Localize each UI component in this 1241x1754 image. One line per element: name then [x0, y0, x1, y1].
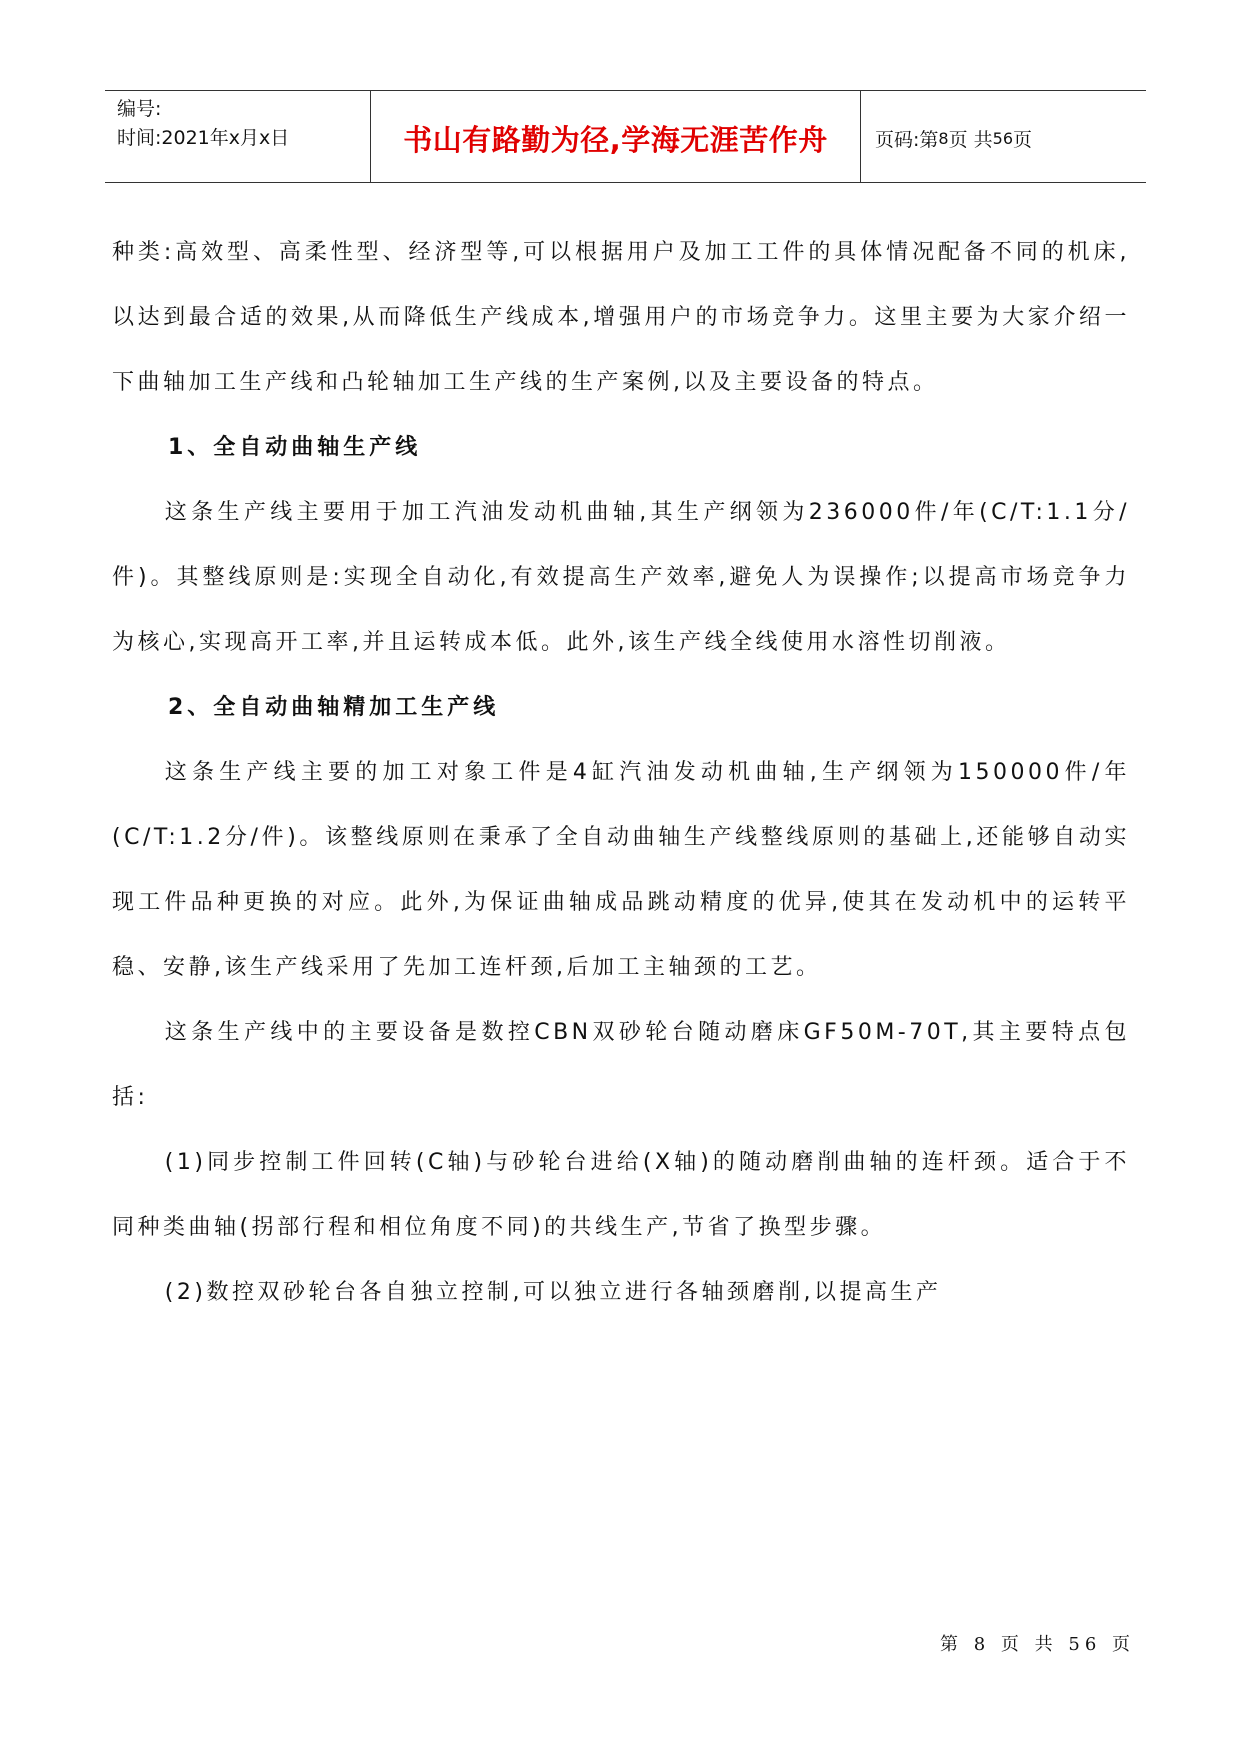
page-total: 56 — [992, 129, 1013, 148]
document-time-label: 时间:2021年x月x日 — [117, 127, 290, 149]
document-number-label: 编号: — [117, 98, 162, 120]
page-footer: 第 8 页 共 56 页 — [940, 1634, 1135, 1655]
page-header — [105, 90, 1146, 183]
paragraph-intro: 种类:高效型、高柔性型、经济型等,可以根据用户及加工工件的具体情况配备不同的机床,以达到最合适的效果,从而降低生产线成本,增强用户的市场竞争力。这里主要为大家介绍一下曲轴加工生产线和凸轮轴加工生产线的生产案例,以及主要设备的特点。 — [112, 240, 1130, 395]
page-middle: 页 共 — [948, 129, 993, 151]
document-body — [112, 220, 1130, 1325]
header-info-cell — [105, 91, 371, 182]
section-heading-1: 1、全自动曲轴生产线 — [168, 435, 422, 460]
paragraph-feature-1: (1)同步控制工件回转(C轴)与砂轮台进给(X轴)的随动磨削曲轴的连杆颈。适合于不同种类曲轴(拐部行程和相位角度不同)的共线生产,节省了换型步骤。 — [112, 1150, 1130, 1240]
page-prefix: 页码:第 — [875, 129, 939, 151]
page-suffix: 页 — [1013, 129, 1033, 151]
paragraph-main-equipment: 这条生产线中的主要设备是数控CBN双砂轮台随动磨床GF50M-70T,其主要特点包括: — [112, 1020, 1130, 1110]
section-heading-2: 2、全自动曲轴精加工生产线 — [168, 695, 500, 720]
paragraph-line-2: 这条生产线主要的加工对象工件是4缸汽油发动机曲轴,生产纲领为150000件/年(C/T:1.2分/件)。该整线原则在秉承了全自动曲轴生产线整线原则的基础上,还能够自动实现工件品种更换的对应。此外,为保证曲轴成品跳动精度的优异,使其在发动机中的运转平稳、安静,该生产线采用了先加工连杆颈,后加工主轴颈的工艺。 — [112, 760, 1130, 980]
paragraph-feature-2: (2)数控双砂轮台各自独立控制,可以独立进行各轴颈磨削,以提高生产 — [164, 1280, 942, 1305]
header-motto: 书山有路勤为径,学海无涯苦作舟 — [371, 91, 861, 182]
page-number: 8 — [938, 129, 949, 148]
header-page-indicator — [861, 91, 1146, 182]
paragraph-line-1: 这条生产线主要用于加工汽油发动机曲轴,其生产纲领为236000件/年(C/T:1.1分/件)。其整线原则是:实现全自动化,有效提高生产效率,避免人为误操作;以提高市场竞争力为核心,实现高开工率,并且运转成本低。此外,该生产线全线使用水溶性切削液。 — [112, 500, 1130, 655]
